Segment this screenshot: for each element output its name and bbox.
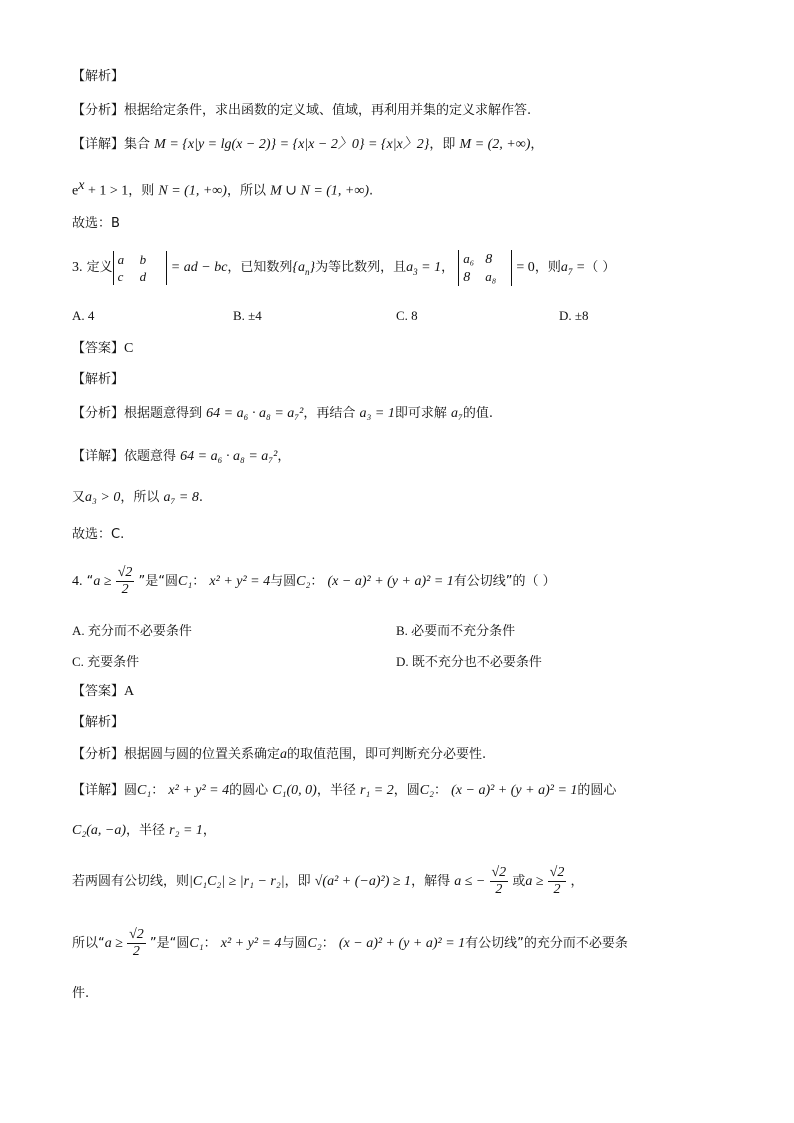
- a3-eq-1: a₃ = 1: [359, 406, 395, 421]
- q4-line2: [72, 822, 216, 840]
- upper-bound: a ≥: [525, 874, 544, 889]
- fenxi-tag: 【分析】: [72, 406, 125, 421]
- frac-den: 2: [553, 882, 561, 897]
- c1-equation: x² + y² = 4: [168, 783, 230, 798]
- xiangjie-tag: 【详解】: [72, 137, 125, 152]
- q3-option-d: D. ±8: [559, 308, 589, 323]
- text: ：: [192, 574, 206, 589]
- frac-den: 2: [132, 944, 140, 959]
- a7-result: a₇ = 8: [163, 490, 199, 505]
- text: ，解得: [411, 874, 451, 889]
- xiangjie-tag: 【详解】: [72, 783, 125, 798]
- det-formula: = ad − bc: [170, 260, 228, 275]
- seq-close: }: [309, 260, 316, 275]
- text: ，即: [429, 137, 456, 152]
- c2-equation: (x − a)² + (y + a)² = 1: [338, 936, 466, 951]
- text: 的圆心: [229, 783, 269, 798]
- text: 有公切线”的充分而不必要条: [465, 936, 628, 951]
- fenxi-text: 根据给定条件，求出函数的定义域、值域，再利用并集的定义求解作答.: [124, 103, 532, 118]
- q3-xiangjie-line: [72, 448, 290, 466]
- text: ，圆: [393, 783, 420, 798]
- fraction-sqrt2-over-2: [490, 865, 509, 898]
- det-b: b: [139, 251, 147, 267]
- det-c: c: [117, 268, 124, 284]
- frac-den: 2: [495, 882, 503, 897]
- q4-option-c: C. 充要条件: [72, 654, 140, 669]
- text: ，则: [128, 183, 155, 199]
- q3-stem: [72, 248, 615, 292]
- frac-den: 2: [121, 582, 129, 597]
- text: 或: [512, 874, 526, 889]
- set-n-value: N = (1, +∞): [158, 183, 227, 199]
- text: 所以“: [72, 936, 105, 951]
- fenxi-tag: 【分析】: [72, 103, 125, 118]
- text: ：: [203, 936, 217, 951]
- text: 若两圆有公切线，则: [72, 874, 190, 889]
- answer-value: C: [124, 341, 134, 356]
- frac-num: √2: [549, 865, 565, 880]
- product-formula: 64 = a₆ · a₈ = a₇²: [206, 406, 304, 421]
- answer-value: A: [124, 684, 135, 699]
- det2-c: 8: [463, 269, 471, 285]
- q4-option-a: A. 充分而不必要条件: [72, 623, 192, 638]
- text: 又: [72, 490, 86, 505]
- text: ”是“圆: [138, 574, 179, 589]
- question-number: 3.: [72, 260, 83, 275]
- text: 有公切线”的（ ）: [453, 574, 556, 589]
- exp-ineq: + 1 > 1: [84, 183, 129, 199]
- fraction-sqrt2-over-2: [116, 565, 135, 598]
- q4-fenxi-line: [72, 746, 486, 764]
- q3-option-c: C. 8: [396, 308, 418, 323]
- c1-equation: x² + y² = 4: [209, 574, 271, 589]
- exp-power: x: [78, 178, 85, 193]
- fenxi-tag: 【分析】: [72, 747, 125, 762]
- xiangjie-tag: 【详解】: [72, 449, 125, 464]
- q3-fenxi-line: [72, 405, 493, 423]
- answer-tag: 【答案】: [72, 341, 125, 356]
- circle-c2: C₂: [296, 574, 311, 589]
- answer-paren: （ ）: [585, 260, 616, 275]
- c1-center: C₁(0, 0): [272, 783, 317, 798]
- text: 与圆: [270, 574, 297, 589]
- sequence: [292, 260, 315, 275]
- q4-option-b: B. 必要而不充分条件: [396, 623, 516, 638]
- text: ，半径: [316, 783, 356, 798]
- q2-answer: 故选：B: [72, 216, 120, 231]
- text: ”是“圆: [149, 936, 190, 951]
- seq-open: {a: [292, 260, 306, 275]
- q2-fenxi-line: [72, 102, 531, 120]
- text: ，再结合: [303, 406, 356, 421]
- answer-tag: 【答案】: [72, 684, 125, 699]
- text: ，所以: [226, 183, 266, 199]
- text: 的取值范围，即可判断充分必要性.: [287, 747, 487, 762]
- det2-d: a₈: [485, 268, 497, 284]
- c2-equation: (x − a)² + (y + a)² = 1: [327, 574, 454, 589]
- eq: =: [572, 260, 586, 275]
- q4-line5: 件.: [72, 986, 90, 1001]
- c2-equation: (x − a)² + (y + a)² = 1: [451, 783, 578, 798]
- text: ，所以: [120, 490, 160, 505]
- sub: 7: [567, 266, 573, 277]
- text: 与圆: [281, 936, 308, 951]
- seq-sub: n: [305, 266, 310, 277]
- c1-equation: x² + y² = 4: [220, 936, 282, 951]
- question-number: 4.: [72, 574, 83, 589]
- determinant-condition: [458, 250, 512, 286]
- var: a: [406, 260, 414, 275]
- q4-stem: [72, 562, 556, 602]
- q3-choose: 故选：C.: [72, 527, 125, 542]
- analysis-tag: 【解析】: [72, 372, 125, 387]
- var-a: a: [280, 747, 288, 762]
- q4-line3: [72, 862, 584, 902]
- text: ，: [202, 823, 216, 838]
- sub: 3: [413, 266, 418, 277]
- text: .: [369, 183, 374, 199]
- text: ，已知数列: [227, 260, 293, 275]
- text: 即可求解: [394, 406, 447, 421]
- q3-you-line: [72, 489, 203, 507]
- a7: a₇: [451, 406, 463, 421]
- set-m-definition: M = {x|y = lg(x − 2)} = {x|x − 2〉0} = {x|x〉2}: [154, 137, 430, 152]
- r1-value: r₁ = 2: [359, 783, 394, 798]
- text: ，则: [534, 260, 561, 275]
- text: ：: [433, 783, 447, 798]
- circle-c1: C₁: [178, 574, 193, 589]
- sqrt-ineq: √(a² + (−a)²) ≥ 1: [314, 874, 412, 889]
- circle-c2: C₂: [307, 936, 322, 951]
- cond: a ≥: [104, 936, 123, 951]
- text: ，: [277, 449, 291, 464]
- text: 集合: [124, 137, 151, 152]
- text: ，: [570, 874, 584, 889]
- det2-b: 8: [485, 251, 493, 267]
- cond: a ≥: [93, 574, 112, 589]
- fraction-sqrt2-over-2: [548, 865, 567, 898]
- r2-value: r₂ = 1: [169, 823, 203, 838]
- a3-positive: a₃ > 0: [85, 490, 121, 505]
- circle-c2: C₂: [419, 783, 434, 798]
- set-m-value: M = (2, +∞): [459, 137, 531, 152]
- union-result: M ∪ N = (1, +∞): [270, 183, 370, 199]
- condition-a3: [406, 260, 441, 275]
- text: 依题意得: [124, 449, 177, 464]
- text: 根据圆与圆的位置关系确定: [124, 747, 281, 762]
- q4-answer-line: [72, 683, 134, 701]
- text: ，半径: [125, 823, 165, 838]
- frac-num: √2: [129, 927, 144, 942]
- frac-num: √2: [117, 565, 133, 580]
- circle-c1: C₁: [189, 936, 204, 951]
- text: 定义: [86, 260, 113, 275]
- q3-answer-line: [72, 340, 133, 358]
- text: 圆: [124, 783, 138, 798]
- q3-option-a: A. 4: [72, 308, 95, 323]
- fraction-sqrt2-over-2: [127, 927, 146, 960]
- eq: = 1: [417, 260, 442, 275]
- analysis-tag: 【解析】: [72, 69, 125, 84]
- distance-ineq: |C₁C₂| ≥ |r₁ − r₂|: [189, 874, 285, 889]
- text: ：: [151, 783, 165, 798]
- text: ，: [530, 137, 544, 152]
- circle-c1: C₁: [137, 783, 152, 798]
- text: “: [86, 574, 94, 589]
- q2-xiangjie-line: [72, 136, 543, 154]
- text: ，: [441, 260, 455, 275]
- text: 的值.: [462, 406, 494, 421]
- text: ：: [310, 574, 324, 589]
- exp-base: e: [72, 183, 79, 199]
- q4-option-d: D. 既不充分也不必要条件: [396, 654, 542, 669]
- det-d: d: [139, 268, 147, 284]
- det-a: a: [117, 251, 125, 267]
- det-eq-zero: = 0: [516, 260, 535, 275]
- text: ，即: [284, 874, 311, 889]
- determinant-definition: [113, 251, 167, 285]
- var: a: [560, 260, 568, 275]
- q4-line4: [72, 924, 628, 964]
- analysis-tag: 【解析】: [72, 715, 125, 730]
- frac-num: √2: [491, 865, 507, 880]
- text: 根据题意得到: [124, 406, 203, 421]
- product-formula: 64 = a₆ · a₈ = a₇²: [180, 449, 278, 464]
- det2-a: a₆: [463, 250, 475, 266]
- lower-bound: a ≤ −: [454, 874, 486, 889]
- text: 的圆心: [577, 783, 617, 798]
- q4-xiangjie-line: [72, 782, 616, 800]
- target-a7: [561, 260, 585, 275]
- q3-option-b: B. ±4: [233, 308, 262, 323]
- text: .: [198, 490, 203, 505]
- text: 为等比数列，且: [315, 260, 407, 275]
- c2-center: C₂(a, −a): [72, 823, 126, 838]
- text: ：: [321, 936, 335, 951]
- q2-line2: [72, 177, 373, 200]
